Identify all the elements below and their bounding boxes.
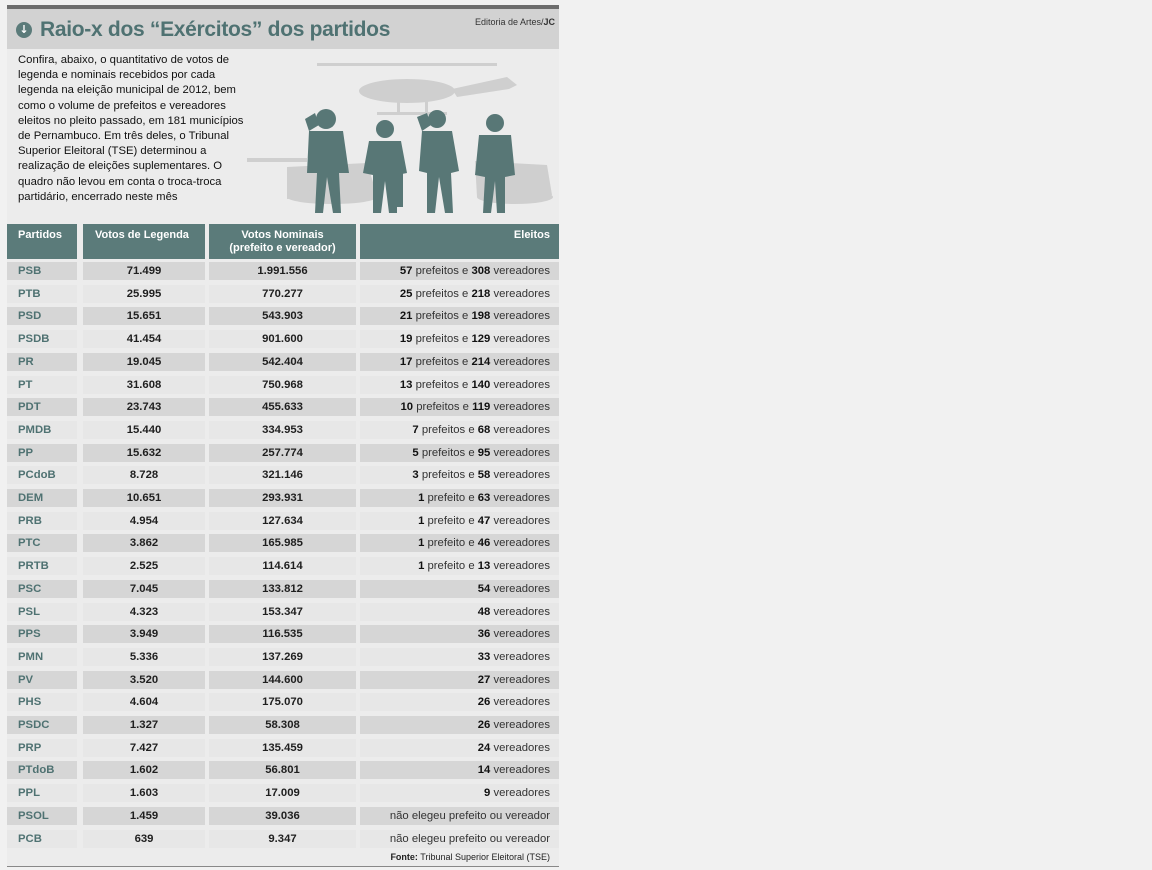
table-row: [7, 442, 559, 465]
vereadores-word: vereadores: [493, 378, 550, 391]
votos-legenda: 41.454: [83, 330, 205, 348]
credit-prefix: Editoria de Artes/: [474, 17, 544, 27]
table-row: [7, 555, 559, 578]
party-name: PSD: [7, 307, 77, 325]
votos-legenda: 31.608: [83, 376, 205, 394]
prefeitos-word: prefeito: [427, 514, 466, 527]
votos-nominais: 114.614: [209, 557, 356, 575]
vereadores-word: vereadores: [493, 582, 550, 595]
votos-nominais: 137.269: [209, 648, 356, 666]
votos-legenda: 23.743: [83, 398, 205, 416]
table-row: [7, 714, 559, 737]
vereadores-count: 48: [477, 605, 491, 618]
votos-nominais: 175.070: [209, 693, 356, 711]
party-name: PRB: [7, 512, 77, 530]
party-name: PHS: [7, 693, 77, 711]
table-row: [7, 396, 559, 419]
party-name: PPS: [7, 625, 77, 643]
votos-legenda: 8.728: [83, 466, 205, 484]
eleitos: 17 prefeitos e 214 vereadores: [360, 353, 559, 371]
votos-nominais: 293.931: [209, 489, 356, 507]
votos-legenda: 1.459: [83, 807, 205, 825]
vereadores-word: vereadores: [493, 628, 550, 641]
votos-nominais: 165.985: [209, 534, 356, 552]
eleitos: [360, 580, 559, 598]
votos-nominais: 455.633: [209, 398, 356, 416]
votos-legenda: 19.045: [83, 353, 205, 371]
party-name: PSL: [7, 603, 77, 621]
prefeitos-count: 5: [412, 446, 419, 459]
prefeitos-count: 1: [418, 492, 425, 504]
table-row: [7, 805, 559, 828]
vereadores-count: 198: [471, 310, 491, 323]
vereadores-word: vereadores: [493, 333, 550, 346]
vereadores-count: 214: [471, 355, 491, 368]
prefeitos-word: prefeito: [427, 492, 466, 504]
vereadores-word: vereadores: [493, 741, 550, 754]
eleitos: 7 prefeitos e 68 vereadores: [360, 421, 559, 439]
party-name: PRTB: [7, 557, 77, 575]
vereadores-count: 26: [477, 719, 491, 731]
eleitos: 1 prefeito e 63 vereadores: [360, 489, 559, 507]
table-row: [7, 464, 559, 487]
prefeitos-word: prefeitos: [421, 423, 466, 436]
votos-nominais: 334.953: [209, 421, 356, 439]
prefeitos-count: 17: [399, 355, 413, 368]
votos-legenda: 7.427: [83, 739, 205, 757]
vereadores-count: 24: [477, 741, 491, 754]
prefeitos-word: prefeitos: [415, 287, 459, 300]
votos-legenda: 1.603: [83, 784, 205, 802]
party-name: PV: [7, 671, 77, 689]
party-name: PTB: [7, 285, 77, 303]
table-row: [7, 283, 559, 306]
vereadores-count: 119: [472, 401, 491, 414]
prefeitos-count: 7: [412, 423, 419, 436]
prefeitos-count: 1: [418, 537, 425, 550]
vereadores-word: vereadores: [493, 605, 550, 618]
table-row: [7, 828, 559, 851]
table-row: [7, 669, 559, 692]
source-text: Tribunal Superior Eleitoral (TSE): [420, 852, 550, 862]
infographic: [7, 5, 559, 867]
votos-nominais: 750.968: [209, 376, 356, 394]
vereadores-word: vereadores: [493, 696, 550, 709]
page-title: Raio-x dos “Exércitos” dos partidos: [40, 18, 391, 41]
vereadores-count: 26: [477, 696, 491, 709]
votos-nominais: 116.535: [209, 625, 356, 643]
vereadores-word: vereadores: [493, 560, 550, 573]
prefeitos-word: prefeitos: [421, 446, 466, 459]
column-header-nominais: [209, 224, 356, 259]
votos-nominais: 153.347: [209, 603, 356, 621]
vereadores-word: vereadores: [493, 446, 550, 459]
prefeitos-word: prefeitos: [415, 310, 459, 323]
vereadores-word: vereadores: [493, 492, 550, 504]
votos-legenda: 3.862: [83, 534, 205, 552]
votos-nominais: 39.036: [209, 807, 356, 825]
party-name: PT: [7, 376, 77, 394]
vereadores-word: vereadores: [493, 650, 550, 663]
table-row: [7, 487, 559, 510]
votos-legenda: 1.327: [83, 716, 205, 734]
prefeitos-count: 3: [412, 469, 419, 482]
prefeitos-count: 21: [399, 310, 413, 323]
votos-legenda: 25.995: [83, 285, 205, 303]
votos-nominais: 9.347: [209, 830, 356, 848]
table-row: [7, 374, 559, 397]
prefeitos-word: prefeito: [427, 537, 466, 550]
party-name: PSDC: [7, 716, 77, 734]
party-name: PDT: [7, 398, 77, 416]
source-label: Fonte:: [390, 852, 418, 862]
eleitos: 10 prefeitos e 119 vereadores: [360, 398, 559, 416]
party-name: PSB: [7, 262, 77, 280]
vereadores-count: 14: [477, 764, 491, 777]
table-row: [7, 601, 559, 624]
eleitos: [360, 693, 559, 711]
source-note: [390, 852, 550, 862]
party-name: PMDB: [7, 421, 77, 439]
soldiers-helicopter-tanks-illustration: [247, 55, 559, 217]
prefeitos-count: 10: [400, 401, 414, 414]
vereadores-word: vereadores: [493, 514, 550, 527]
prefeitos-word: prefeitos: [415, 265, 459, 277]
prefeitos-word: prefeito: [427, 560, 466, 573]
eleitos: [360, 625, 559, 643]
eleitos: 57 prefeitos e 308 vereadores: [360, 262, 559, 280]
party-name: PP: [7, 444, 77, 462]
votos-nominais: 133.812: [209, 580, 356, 598]
table-row: [7, 691, 559, 714]
title-bar: [7, 9, 559, 49]
votos-nominais: 542.404: [209, 353, 356, 371]
votos-legenda: 1.602: [83, 761, 205, 779]
column-header-nominais-line2: (prefeito e vereador): [229, 242, 336, 254]
eleitos: [360, 716, 559, 734]
votos-legenda: 3.520: [83, 671, 205, 689]
table-row: [7, 260, 559, 283]
votos-nominais: 127.634: [209, 512, 356, 530]
credit-bold: JC: [543, 17, 555, 27]
vereadores-count: 95: [477, 446, 491, 459]
eleitos: [360, 648, 559, 666]
eleitos: 1 prefeito e 13 vereadores: [360, 557, 559, 575]
vereadores-word: vereadores: [493, 787, 550, 800]
votos-nominais: 901.600: [209, 330, 356, 348]
vereadores-count: 63: [477, 492, 491, 504]
column-header-legenda: Votos de Legenda: [83, 224, 205, 259]
party-name: PSDB: [7, 330, 77, 348]
votos-nominais: 144.600: [209, 671, 356, 689]
eleitos: [360, 739, 559, 757]
eleitos: [360, 830, 559, 848]
column-header-eleitos: Eleitos: [360, 224, 559, 259]
no-elected-note: não elegeu prefeito ou vereador: [389, 832, 550, 845]
prefeitos-word: prefeitos: [416, 401, 460, 414]
eleitos: 21 prefeitos e 198 vereadores: [360, 307, 559, 325]
votos-nominais: 1.991.556: [209, 262, 356, 280]
table-row: [7, 305, 559, 328]
eleitos: [360, 603, 559, 621]
vereadores-word: vereadores: [493, 355, 550, 368]
column-header-partidos: Partidos: [7, 224, 77, 259]
prefeitos-count: 1: [418, 560, 425, 573]
prefeitos-word: prefeitos: [415, 333, 459, 346]
vereadores-word: vereadores: [493, 719, 550, 731]
vereadores-word: vereadores: [493, 401, 550, 414]
table-row: [7, 759, 559, 782]
prefeitos-word: prefeitos: [415, 355, 459, 368]
vereadores-count: 308: [471, 265, 491, 277]
vereadores-count: 58: [477, 469, 491, 482]
vereadores-count: 218: [471, 287, 491, 300]
vereadores-word: vereadores: [493, 673, 550, 686]
table-row: [7, 623, 559, 646]
party-name: PCdoB: [7, 466, 77, 484]
votos-legenda: 5.336: [83, 648, 205, 666]
prefeitos-count: 13: [399, 378, 413, 391]
votos-legenda: 4.954: [83, 512, 205, 530]
table-row: [7, 578, 559, 601]
votos-nominais: 770.277: [209, 285, 356, 303]
prefeitos-word: prefeitos: [415, 378, 459, 391]
vereadores-count: 46: [477, 537, 491, 550]
eleitos: 5 prefeitos e 95 vereadores: [360, 444, 559, 462]
votos-nominais: 17.009: [209, 784, 356, 802]
party-name: PCB: [7, 830, 77, 848]
votos-legenda: 71.499: [83, 262, 205, 280]
vereadores-word: vereadores: [493, 265, 550, 277]
vereadores-count: 129: [471, 333, 491, 346]
table-row: [7, 510, 559, 533]
votos-nominais: 56.801: [209, 761, 356, 779]
vereadores-word: vereadores: [493, 469, 550, 482]
eleitos: 1 prefeito e 46 vereadores: [360, 534, 559, 552]
votos-nominais: 58.308: [209, 716, 356, 734]
vereadores-count: 47: [477, 514, 491, 527]
eleitos: [360, 784, 559, 802]
table-row: [7, 782, 559, 805]
prefeitos-count: 1: [418, 514, 425, 527]
vereadores-count: 13: [477, 560, 491, 573]
bottom-rule: [7, 866, 559, 867]
party-name: PSC: [7, 580, 77, 598]
votos-legenda: 2.525: [83, 557, 205, 575]
party-name: DEM: [7, 489, 77, 507]
arrow-down-circle-icon: ↓: [16, 22, 32, 38]
prefeitos-count: 25: [399, 287, 413, 300]
eleitos: 1 prefeito e 47 vereadores: [360, 512, 559, 530]
votos-legenda: 3.949: [83, 625, 205, 643]
table-row: [7, 532, 559, 555]
table-row: [7, 419, 559, 442]
table-row: [7, 737, 559, 760]
vereadores-count: 54: [477, 582, 491, 595]
votos-nominais: 135.459: [209, 739, 356, 757]
party-name: PR: [7, 353, 77, 371]
eleitos: 25 prefeitos e 218 vereadores: [360, 285, 559, 303]
table-row: [7, 646, 559, 669]
vereadores-word: vereadores: [493, 764, 550, 777]
eleitos: 13 prefeitos e 140 vereadores: [360, 376, 559, 394]
eleitos: 19 prefeitos e 129 vereadores: [360, 330, 559, 348]
party-name: PPL: [7, 784, 77, 802]
votos-legenda: 15.440: [83, 421, 205, 439]
votos-legenda: 4.604: [83, 693, 205, 711]
prefeitos-count: 19: [399, 333, 413, 346]
vereadores-word: vereadores: [493, 310, 550, 323]
party-name: PRP: [7, 739, 77, 757]
table-row: [7, 328, 559, 351]
vereadores-word: vereadores: [493, 537, 550, 550]
votos-nominais: 543.903: [209, 307, 356, 325]
prefeitos-count: 57: [399, 265, 413, 277]
votos-legenda: 4.323: [83, 603, 205, 621]
party-name: PTC: [7, 534, 77, 552]
credit: [475, 17, 555, 27]
vereadores-count: 9: [484, 787, 491, 800]
votos-legenda: 639: [83, 830, 205, 848]
vereadores-count: 140: [471, 378, 491, 391]
votos-legenda: 10.651: [83, 489, 205, 507]
eleitos: [360, 761, 559, 779]
votos-nominais: 257.774: [209, 444, 356, 462]
intro-text: Confira, abaixo, o quantitativo de votos de legenda e nominais recebidos por cada legenda na eleição municipal de 2012, bem como o volume de prefeitos e vereadores eleitos no pleito passado, em 181 municípios de Pernambuco. Em três deles, o Tribunal Superior Eleitoral (TSE) determinou a realização de eleições suplementares. O quadro não levou em conta o troca-troca partidário, encerrado neste mês: [18, 54, 244, 203]
table-row: [7, 351, 559, 374]
eleitos: [360, 807, 559, 825]
column-header-nominais-line1: Votos Nominais: [241, 229, 324, 241]
party-name: PMN: [7, 648, 77, 666]
no-elected-note: não elegeu prefeito ou vereador: [389, 809, 550, 822]
votos-nominais: 321.146: [209, 466, 356, 484]
votos-legenda: 15.632: [83, 444, 205, 462]
vereadores-count: 68: [477, 423, 491, 436]
votos-legenda: 7.045: [83, 580, 205, 598]
table-header: [7, 224, 559, 259]
party-name: PTdoB: [7, 761, 77, 779]
eleitos: 3 prefeitos e 58 vereadores: [360, 466, 559, 484]
vereadores-word: vereadores: [493, 287, 550, 300]
party-name: PSOL: [7, 807, 77, 825]
vereadores-word: vereadores: [493, 423, 550, 436]
prefeitos-word: prefeitos: [421, 469, 466, 482]
vereadores-count: 33: [477, 650, 491, 663]
votos-legenda: 15.651: [83, 307, 205, 325]
eleitos: [360, 671, 559, 689]
vereadores-count: 36: [477, 628, 491, 641]
vereadores-count: 27: [477, 673, 491, 686]
